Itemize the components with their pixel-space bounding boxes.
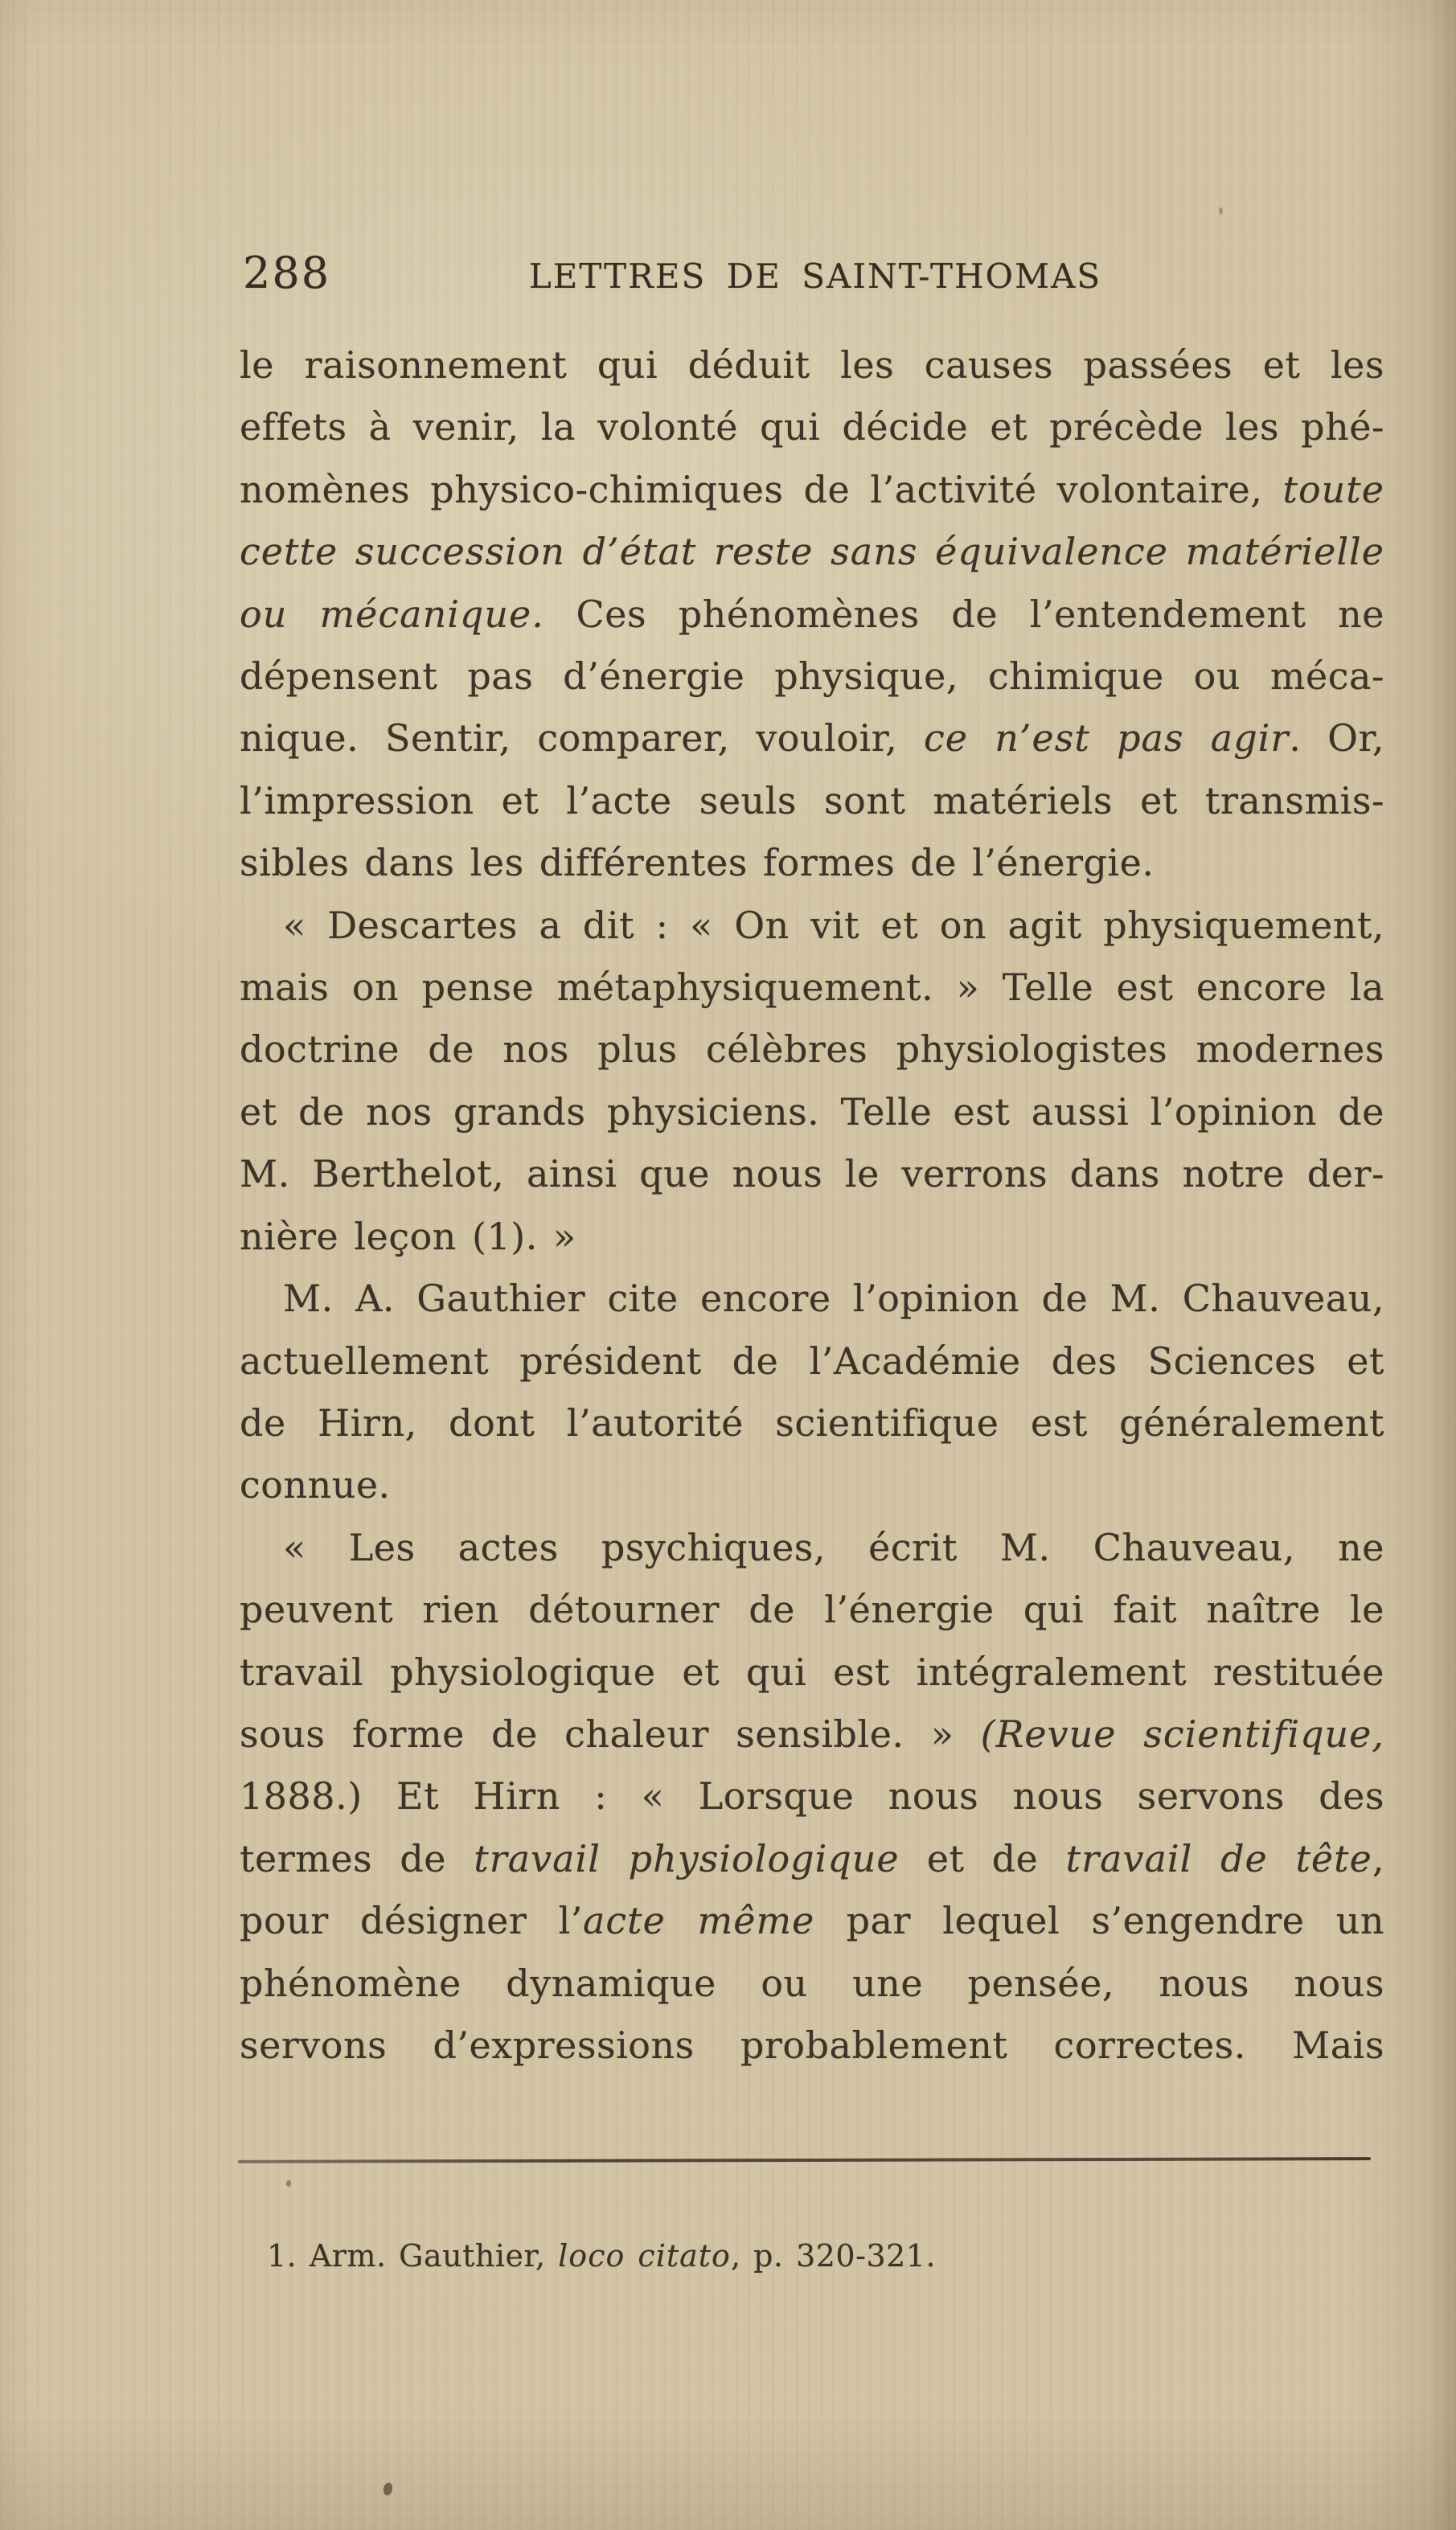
text-run: M. A. Gauthier cite encore l’opinion de M. Chauveau,: [283, 1277, 1384, 1321]
text-line: [240, 1579, 1384, 1641]
text-line: [240, 334, 1384, 396]
italic-text-run: cette succession d’état reste sans équivalence matérielle: [240, 530, 1384, 574]
body-text: [240, 334, 1384, 2077]
text-line: [240, 1143, 1384, 1205]
text-run: connue.: [240, 1463, 391, 1507]
italic-text-run: acte même: [582, 1899, 815, 1943]
page-number: 288: [243, 248, 331, 298]
text-run: ,: [1372, 1836, 1384, 1880]
text-line: [240, 1517, 1384, 1579]
text-line: [240, 895, 1384, 957]
text-run: sibles dans les différentes formes de l’énergie.: [240, 841, 1155, 885]
footnote-text: [240, 2237, 1384, 2274]
text-line: [240, 584, 1384, 646]
text-run: nière leçon (1). »: [240, 1214, 576, 1258]
italic-text-run: ce n’est pas agir: [924, 716, 1290, 761]
text-run: de Hirn, dont l’autorité scientifique est généralement: [240, 1400, 1384, 1445]
italic-text-run: travail physiologique: [474, 1836, 900, 1880]
running-title: LETTRES DE SAINT-THOMAS: [528, 256, 1102, 296]
text-line: [240, 459, 1384, 521]
italic-text-run: loco citato: [558, 2238, 731, 2274]
text-line: [240, 1953, 1384, 2015]
text-run: nomènes physico-chimiques de l’activité volontaire,: [240, 467, 1283, 511]
italic-text-run: toute: [1282, 467, 1384, 511]
text-line: [240, 1642, 1384, 1704]
text-run: phénomène dynamique ou une pensée, nous nous: [240, 1961, 1384, 2005]
text-line: [240, 1268, 1384, 1330]
text-line: [240, 707, 1384, 769]
text-run: le raisonnement qui déduit les causes passées et les: [240, 343, 1384, 387]
italic-text-run: (Revue scientifique,: [980, 1712, 1384, 1756]
text-run: « Les actes psychiques, écrit M. Chauveau, ne: [283, 1525, 1384, 1569]
text-run: pour désigner l’: [240, 1899, 583, 1943]
text-line: [240, 957, 1384, 1019]
text-line: [240, 646, 1384, 707]
text-line: [240, 1828, 1384, 1890]
text-run: sous forme de chaleur sensible. »: [240, 1712, 981, 1756]
text-run: nique. Sentir, comparer, vouloir,: [240, 716, 925, 761]
text-run: . Or,: [1289, 716, 1385, 761]
text-line: [240, 1206, 1384, 1268]
text-line: [240, 1081, 1384, 1143]
text-run: termes de: [240, 1836, 474, 1880]
ink-stain: [1219, 207, 1223, 215]
text-run: servons d’expressions probablement correctes. Mais: [240, 2023, 1384, 2067]
text-line: [240, 1392, 1384, 1454]
text-run: par lequel s’engendre un: [814, 1899, 1385, 1943]
footnote-rule: [238, 2157, 1371, 2163]
text-run: , p. 320-321.: [730, 2238, 937, 2274]
text-run: et de nos grands physiciens. Telle est aussi l’opinion de: [240, 1089, 1384, 1134]
text-line: [240, 1019, 1384, 1080]
text-run: l’impression et l’acte seuls sont matériels et transmis-: [240, 778, 1384, 822]
ink-stain: [286, 2180, 291, 2187]
text-run: et de: [899, 1836, 1066, 1880]
italic-text-run: travail de tête: [1065, 1836, 1372, 1880]
italic-text-run: ou mécanique.: [240, 592, 544, 636]
text-line: [240, 1704, 1384, 1765]
text-run: actuellement président de l’Académie des Sciences et: [240, 1339, 1384, 1383]
text-run: 1888.) Et Hirn : « Lorsque nous nous servons des: [240, 1774, 1384, 1819]
text-line: [240, 521, 1384, 583]
ink-stain: [382, 2482, 393, 2496]
text-run: peuvent rien détourner de l’énergie qui fait naître le: [240, 1588, 1384, 1632]
text-line: [240, 396, 1384, 458]
text-run: 1. Arm. Gauthier,: [267, 2238, 559, 2274]
text-run: Ces phénomènes de l’entendement ne: [543, 592, 1384, 636]
text-line: [240, 1331, 1384, 1392]
text-line: [240, 1890, 1384, 1952]
text-line: [240, 832, 1384, 894]
text-run: « Descartes a dit : « On vit et on agit physiquement,: [283, 903, 1384, 947]
text-line: [240, 1765, 1384, 1827]
text-run: effets à venir, la volonté qui décide et précède les phé-: [240, 405, 1384, 449]
text-line: [240, 770, 1384, 832]
text-line: [240, 1454, 1384, 1516]
text-run: mais on pense métaphysiquement. » Telle est encore la: [240, 966, 1384, 1010]
text-line: [240, 2015, 1384, 2077]
text-run: doctrine de nos plus célèbres physiologistes modernes: [240, 1027, 1384, 1072]
text-run: travail physiologique et qui est intégralement restituée: [240, 1650, 1384, 1694]
text-run: M. Berthelot, ainsi que nous le verrons dans notre der-: [240, 1152, 1384, 1196]
text-run: dépensent pas d’énergie physique, chimique ou méca-: [240, 654, 1384, 699]
